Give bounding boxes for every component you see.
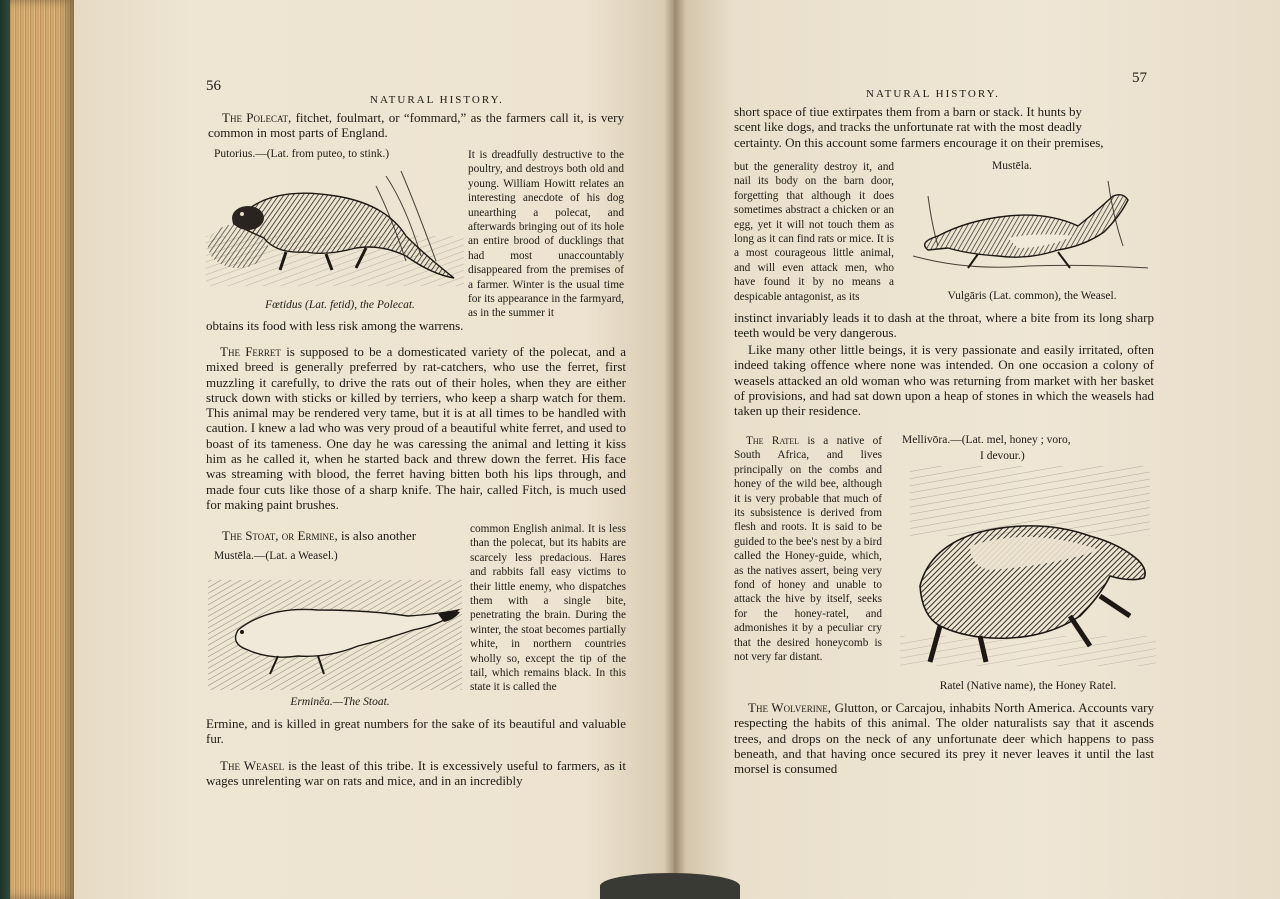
- weasel-top-lines: [734, 104, 1154, 150]
- ferret-text: is supposed to be a domesticated variety of the polecat, and a mixed breed is generally preferred by rat-catchers, who use the ferret, first muzzling it carefully, to drive the rats out of their holes, when they are either struck down with sticks or killed by terriers, who keep a sharp watch for them. This animal may be rendered very tame, but it is at all times to be handled with caution. I knew a lad who was very proud of a beautiful white ferret, and used to boast of its tameness. One day he was caressing the animal and letting it kiss him as he called it, when he started back and threw down the ferret. His face was streaming with blood, the ferret having bitten both his lips through, and made four cuts like those of a sharp knife. The hair, called Fitch, is much used for making paint brushes.: [206, 344, 626, 512]
- polecat-caption: Fœtidus (Lat. fetid), the Polecat.: [265, 299, 415, 311]
- ratel-paragraph: [734, 434, 882, 665]
- spine-shadow: [600, 873, 740, 899]
- stoat-genus-label: Mustēla.—(Lat. a Weasel.): [214, 550, 338, 562]
- page-edges: [0, 0, 74, 899]
- weasel-caption: Vulgāris (Lat. common), the Weasel.: [947, 290, 1117, 302]
- ferret-name: The Ferret: [220, 344, 281, 359]
- running-head-left: NATURAL HISTORY.: [370, 94, 504, 106]
- ferret-paragraph: [206, 344, 626, 512]
- ratel-text: is a native of South Africa, and lives principally on the combs and honey of the wild bee, although it is very probable that much of its subsistence is derived from flesh and roots. It is said to be guided to the bee's nest by a bird called the Honey-guide, which, as the natives assert, being very fond of honey and unable to attack the hive by itself, seeks for the honey-ratel, and admonishes it by a peculiar cry that the desired honeycomb is not very far distant.: [734, 435, 882, 664]
- page-number-left: 56: [206, 78, 221, 94]
- weasel-top-line: scent like dogs, and tracks the unfortunate rat with the most deadly: [734, 119, 1083, 135]
- wolverine-name: The Wolverine,: [748, 700, 831, 715]
- weasel-name: The Weasel: [220, 758, 285, 773]
- stoat-intro-text: is also another: [337, 528, 417, 543]
- stoat-caption: Erminĕa.—The Stoat.: [290, 696, 390, 708]
- stoat-illustration: [208, 570, 462, 690]
- polecat-illustration: [206, 166, 464, 294]
- polecat-name: The Polecat,: [222, 110, 292, 125]
- ratel-name: The Ratel: [746, 435, 800, 447]
- polecat-side-text: It is dreadfully destructive to the poultry, and destroys both old and young. William Howitt relates an interesting anecdote of his dog unearthing a polecat, and afterwards bringing out of its hole an entire brood of ducklings that had most unaccountably disappeared from the premises of a farmer. Winter is the usual time for its appearance in the farmyard, as in the summer it: [468, 149, 624, 320]
- weasel-paragraph-2: Like many other little beings, it is very passionate and easily irritated, often indeed taking offence where none was intended. On one occasion a colony of weasels attacked an old woman who was returning from market with her basket of provisions, and had sat down upon a heap of stones in which the weasels had taken up their residence.: [734, 342, 1154, 419]
- weasel-continuation: instinct invariably leads it to dash at the throat, where a bite from its long sharp teeth would be very dangerous.: [734, 310, 1154, 341]
- ratel-genus-label-2: I devour.): [980, 450, 1025, 462]
- page-number-right: 57: [1132, 70, 1147, 86]
- stoat-continuation: Ermine, and is killed in great numbers for the sake of its beautiful and valuable fur.: [206, 716, 626, 747]
- weasel-illustration: [908, 176, 1154, 280]
- weasel-intro-text: is the least of this tribe. It is excessively useful to farmers, as it wages unrelenting war on rats and mice, and in an incredibly: [206, 758, 626, 789]
- ratel-caption: Ratel (Native name), the Honey Ratel.: [939, 680, 1117, 692]
- weasel-top-line: short space of tiue extirpates them from a barn or stack. It hunts by: [734, 104, 1083, 119]
- weasel-intro: [206, 758, 626, 789]
- polecat-genus-label: Putorius.—(Lat. from puteo, to stink.): [214, 148, 390, 160]
- wolverine-text: Glutton, or Carcajou, inhabits North America. Accounts vary respecting the habits of this animal. The older naturalists say that it ascends trees, and drops on the neck of any unfortunate deer which happens to pass beneath, and that having once secured its prey it never leaves it until the last morsel is consumed: [734, 700, 1155, 777]
- wolverine-paragraph: [734, 700, 1154, 776]
- polecat-continuation: obtains its food with less risk among the warrens.: [206, 318, 464, 333]
- ratel-genus-label-1: Mellivōra.—(Lat. mel, honey ; voro,: [902, 434, 1071, 446]
- weasel-genus-label: Mustēla.: [992, 160, 1032, 172]
- left-page: [74, 0, 674, 899]
- running-head-right: NATURAL HISTORY.: [866, 88, 1000, 100]
- polecat-intro-text: fitchet, foulmart, or “fommard,” as the farmers call it, is very common in most parts of England.: [208, 110, 625, 141]
- stoat-side-text: common English animal. It is less than the polecat, but its habits are scarcely less predacious. Hares and rabbits fall easy victims to their little enemy, who dispatches them with a single bite, penetrating the brain. During the winter, the stoat becomes partially white, in northern countries wholly so, except the tip of the tail, which remains black. In this state it is called the: [470, 523, 626, 694]
- stoat-intro: [208, 528, 470, 543]
- right-page: [674, 0, 1280, 899]
- stoat-name: The Stoat, or Ermine,: [222, 528, 338, 543]
- ratel-illustration: [900, 466, 1156, 674]
- weasel-side-text: but the generality destroy it, and nail its body on the barn door, forgetting that although it does sometimes abstract a chicken or an egg, yet it will not touch them as long as it can find rats or mice. It is a most courageous little animal, and will even attack men, who have found it by no means a despicable antagonist, as its: [734, 161, 894, 303]
- book-cover-edge: [0, 0, 10, 899]
- polecat-intro: [208, 110, 624, 141]
- weasel-top-line: certainty. On this account some farmers encourage it on their premises,: [734, 134, 1104, 150]
